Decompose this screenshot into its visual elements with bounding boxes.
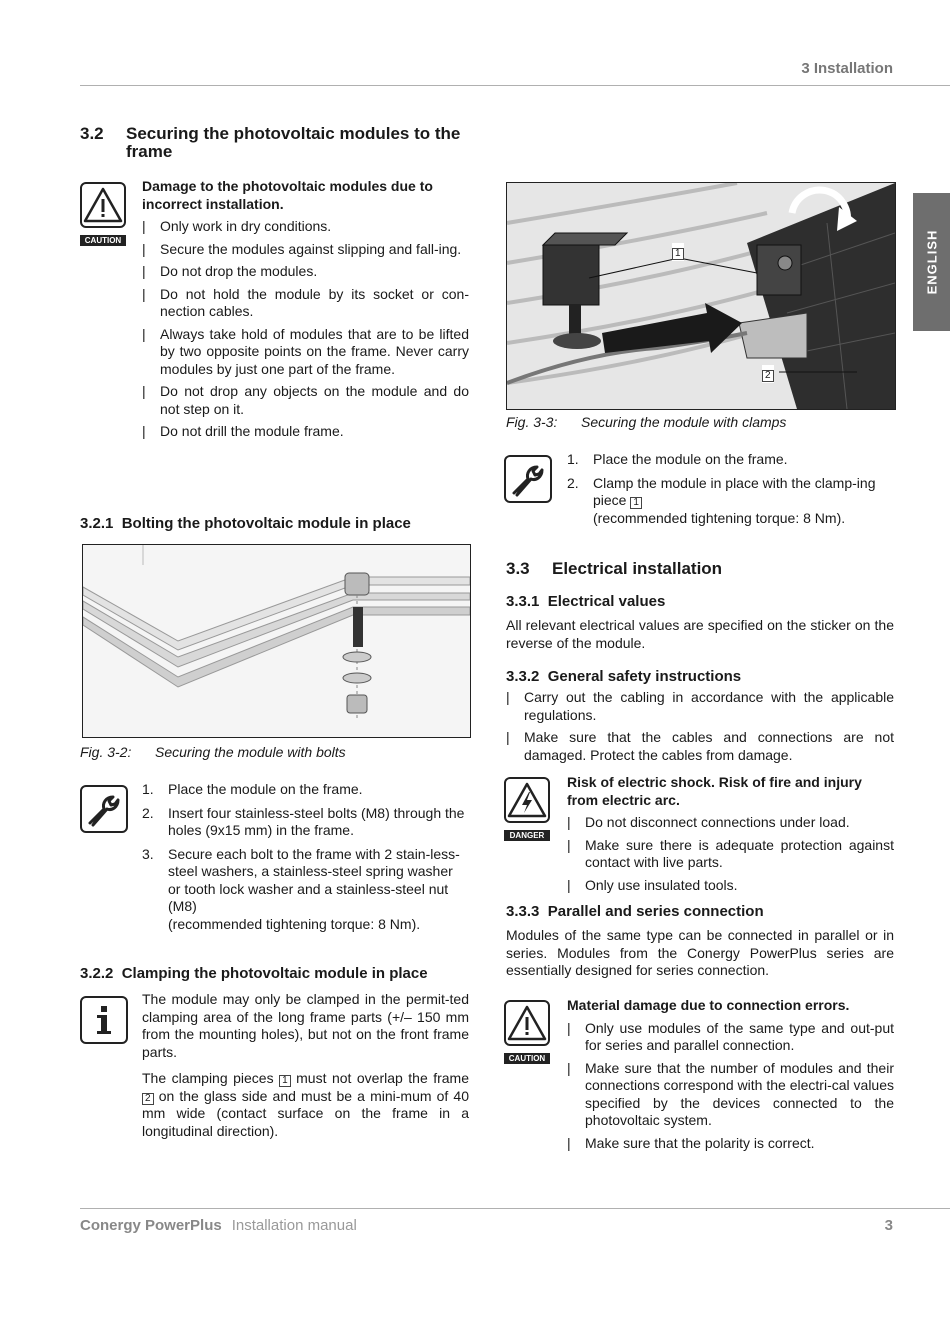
list-item: 2. Clamp the module in place with the clamp-ing piece 1 (recommended tightening torque: 8 Nm). xyxy=(567,474,876,526)
info-icon xyxy=(80,996,128,1049)
caution-badge: CAUTION xyxy=(504,1053,550,1064)
caution-bullet: | Always take hold of modules that are to be lifted by two opposite points on the frame. Never carry modules by just one part of the frame. xyxy=(142,325,469,377)
steps-list-bolting xyxy=(142,781,469,939)
wrench-icon xyxy=(80,785,128,838)
paragraph: The clamping pieces 1 must not overlap the frame 2 on the glass side and must be a mini-mum of 40 mm wide (contact surface on the frame in a longitudinal direction). xyxy=(142,1070,470,1139)
clamping-info-text xyxy=(142,991,469,1140)
steps-list-clamping xyxy=(567,451,894,533)
figure-3-2-caption: Fig. 3-2: Securing the module with bolts xyxy=(80,744,346,760)
caution-bullet: | Do not drill the module frame. xyxy=(142,423,344,439)
caution-heading: Material damage due to connection errors. xyxy=(567,997,850,1013)
list-item: 1. Place the module on the frame. xyxy=(142,781,363,797)
section-3-3-3-heading: 3.3.3 Parallel and series connection xyxy=(506,903,764,920)
paragraph: The module may only be clamped in the permit-ted clamping area of the long frame parts (+/– 150 mm from the mounting holes), but not on the front frame parts. xyxy=(142,991,469,1060)
caution-icon xyxy=(80,182,126,246)
caution-bullet: | Make sure that the number of modules and their connections correspond with the electri-cal values specified by the devices connected to the photovoltaic system. xyxy=(567,1059,894,1128)
section-title: Securing the photovoltaic modules to the frame xyxy=(126,124,461,161)
caution-bullet: | Do not drop the modules. xyxy=(142,263,318,279)
language-tab[interactable] xyxy=(913,193,950,331)
list-item: 2. Insert four stainless-steel bolts (M8) through the holes (9x15 mm) in the frame. xyxy=(142,804,465,838)
danger-bullet: | Make sure there is adequate protection against contact with live parts. xyxy=(567,836,894,870)
list-item: | Make sure that the cables and connections are not damaged. Protect the cables from damage. xyxy=(506,729,894,763)
list-item: 1. Place the module on the frame. xyxy=(567,451,788,467)
footer-title xyxy=(80,1217,357,1234)
connection-text: Modules of the same type can be connected in parallel or in series. Modules from the Conergy PowerPlus series are essentially designed for series connection. xyxy=(506,927,894,978)
section-3-3-2-heading: 3.3.2 General safety instructions xyxy=(506,668,742,685)
caution-block xyxy=(142,178,469,446)
caution-block-connection xyxy=(567,997,894,1157)
language-tab-label: ENGLISH xyxy=(924,229,939,295)
section-3-2-1-heading: 3.2.1 Bolting the photovoltaic module in place xyxy=(80,515,411,532)
list-item: | Carry out the cabling in accordance with the applicable regulations. xyxy=(506,689,894,723)
caution-bullet: | Make sure that the polarity is correct. xyxy=(567,1134,815,1151)
safety-bullets xyxy=(506,689,894,769)
danger-heading: Risk of electric shock. Risk of fire and injury from electric arc. xyxy=(567,774,862,808)
danger-block xyxy=(567,774,894,899)
danger-bullet: | Only use insulated tools. xyxy=(567,876,738,893)
danger-bullet: | Do not disconnect connections under load. xyxy=(567,814,850,830)
section-3-3-heading: 3.3 Electrical installation xyxy=(506,559,723,578)
running-header: 3 Installation xyxy=(801,60,893,77)
section-number: 3.2 xyxy=(80,124,104,143)
caution-bullet: | Only use modules of the same type and out-put for series and parallel connection. xyxy=(567,1019,894,1053)
caution-bullet: | Secure the modules against slipping and fall-ing. xyxy=(142,240,462,257)
footer-rule xyxy=(80,1208,950,1209)
figure-3-2-image xyxy=(82,544,471,738)
caution-icon xyxy=(504,1000,550,1064)
caution-bullet: | Do not drop any objects on the module and do not step on it. xyxy=(142,383,469,417)
ref-label: 1 xyxy=(279,1075,291,1087)
ref-label: 1 xyxy=(630,497,642,509)
callout-1: 1 xyxy=(672,243,684,261)
section-3-2-heading xyxy=(80,125,480,161)
footer-brand: Conergy PowerPlus xyxy=(80,1217,222,1234)
figure-3-3-caption: Fig. 3-3: Securing the module with clamps xyxy=(506,414,787,430)
list-item: 3. Secure each bolt to the frame with 2 stain-less-steel washers, a stainless-steel spring washer or tooth lock washer and a stainless-steel nut (M8) (recommended tightening torque: 8 Nm). xyxy=(142,845,460,932)
danger-icon xyxy=(504,777,550,841)
electrical-values-text: All relevant electrical values are specified on the sticker on the reverse of the module. xyxy=(506,617,894,651)
danger-badge: DANGER xyxy=(504,830,550,841)
caution-heading: Damage to the photovoltaic modules due to incorrect installation. xyxy=(142,178,433,212)
section-3-3-1-heading: 3.3.1 Electrical values xyxy=(506,593,666,610)
section-3-2-2-heading: 3.2.2 Clamping the photovoltaic module in place xyxy=(80,965,428,982)
figure-3-3-image xyxy=(506,182,896,410)
header-rule xyxy=(80,85,950,86)
caution-bullet: | Do not hold the module by its socket or con-nection cables. xyxy=(142,285,469,319)
callout-2: 2 xyxy=(762,365,774,383)
ref-label: 2 xyxy=(142,1093,154,1105)
page-number: 3 xyxy=(884,1217,893,1234)
wrench-icon xyxy=(504,455,552,508)
caution-bullet: | Only work in dry conditions. xyxy=(142,218,332,234)
footer-doc: Installation manual xyxy=(231,1217,357,1234)
caution-badge: CAUTION xyxy=(80,235,126,246)
